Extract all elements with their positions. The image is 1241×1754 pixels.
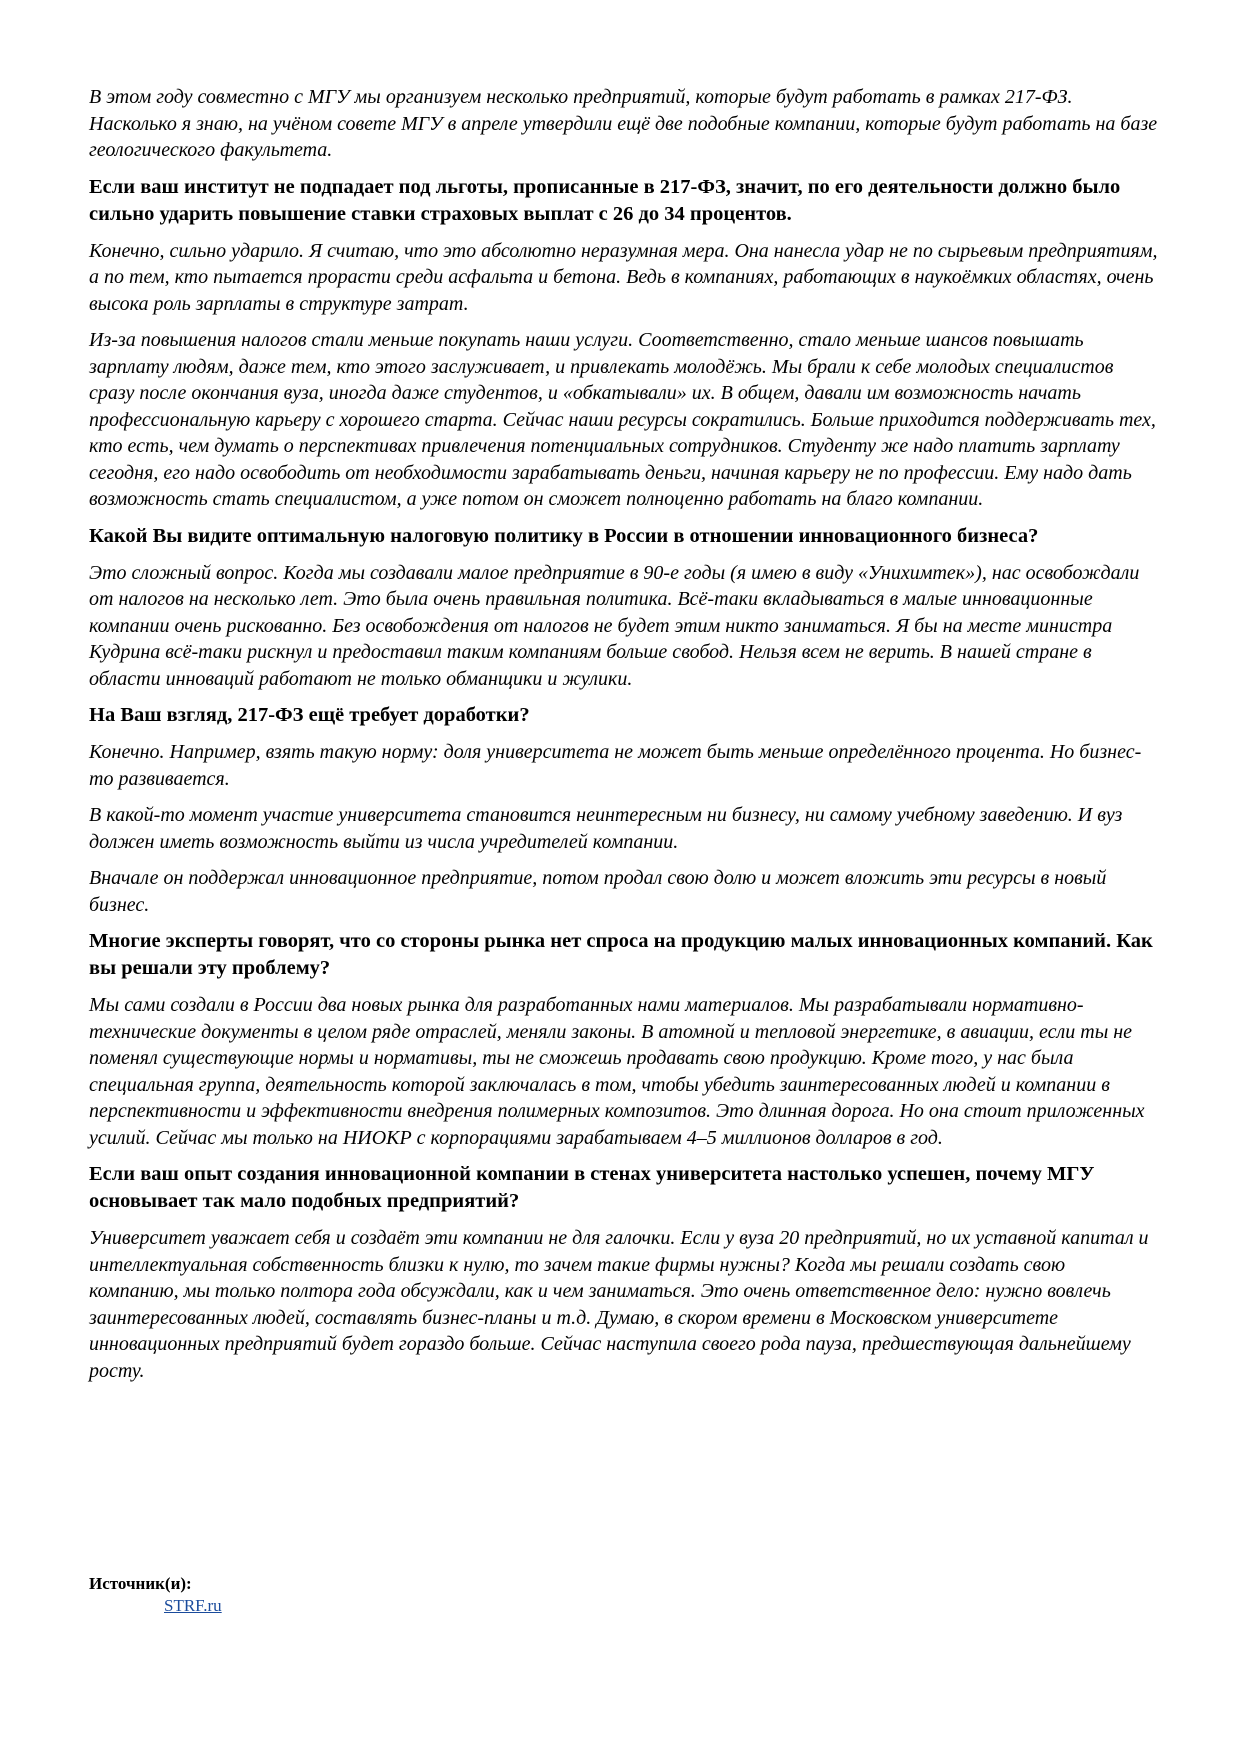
source-label: Источник(и): [89, 1574, 192, 1593]
answer-paragraph: Университет уважает себя и создаёт эти компании не для галочки. Если у вуза 20 предприятий, но их уставной капитал и интеллектуальная собственность близки к нулю, то зачем такие фирмы нужны? Когда мы решали создать свою компанию, мы только полтора года обсуждали, как и чем заниматься. Это очень ответственное дело: нужно вовлечь заинтересованных людей, составлять бизнес-планы и т.д. Думаю, в скором времени в Московском университете инновационных предприятий будет гораздо больше. Сейчас наступила своего рода пауза, предшествующая дальнейшему росту. [89, 1227, 1149, 1382]
answer-paragraph: Мы сами создали в России два новых рынка для разработанных нами материалов. Мы разрабатывали нормативно-технические документы в целом ряде отраслей, меняли законы. В атомной и тепловой энергетике, в авиации, если ты не поменял существующие нормы и нормативы, ты не сможешь продавать свою продукцию. Кроме того, у нас была специальная группа, деятельность которой заключалась в том, чтобы убедить заинтересованных людей и компании в перспективности и эффективности внедрения полимерных композитов. Это длинная дорога. Но она стоит приложенных усилий. Сейчас мы только на НИОКР с корпорациями зарабатываем 4–5 миллионов долларов в год. [89, 994, 1145, 1149]
answer-paragraph: Конечно, сильно ударило. Я считаю, что это абсолютно неразумная мера. Она нанесла удар не по сырьевым предприятиям, а по тем, кто пытается прорасти среди асфальта и бетона. Ведь в компаниях, работающих в наукоёмких областях, очень высока роль зарплаты в структуре затрат. [89, 239, 1158, 315]
source-link[interactable]: STRF.ru [164, 1596, 222, 1615]
question-heading: Многие эксперты говорят, что со стороны рынка нет спроса на продукцию малых инновационных компаний. Как вы решали эту проблему? [89, 930, 1153, 979]
answer-paragraph: Из-за повышения налогов стали меньше покупать наши услуги. Соответственно, стало меньше шансов повышать зарплату людям, даже тем, кто этого заслуживает, и привлекать молодёжь. Мы брали к себе молодых специалистов сразу после окончания вуза, иногда даже студентов, и «обкатывали» их. В общем, давали им возможность начать профессиональную карьеру с хорошего старта. Сейчас наши ресурсы сократились. Больше приходится поддерживать тех, кто есть, чем думать о перспективах привлечения потенциальных сотрудников. Студенту же надо платить зарплату сегодня, его надо освободить от необходимости зарабатывать деньги, начиная карьеру не по профессии. Ему надо дать возможность стать специалистом, а уже потом он сможет полноценно работать на благо компании. [89, 329, 1156, 510]
answer-paragraph: В этом году совместно с МГУ мы организуем несколько предприятий, которые будут работать в рамках 217-ФЗ. Насколько я знаю, на учёном совете МГУ в апреле утвердили ещё две подобные компании, которые будут работать на базе геологического факультета. [89, 86, 1158, 161]
answer-paragraph: В какой-то момент участие университета становится неинтересным ни бизнесу, ни самому учебному заведению. И вуз должен иметь возможность выйти из числа учредителей компании. [89, 804, 1123, 853]
answer-paragraph: Это сложный вопрос. Когда мы создавали малое предприятие в 90-е годы (я имею в виду «Унихимтек»), нас освобождали от налогов на несколько лет. Это была очень правильная политика. Всё-таки вкладываться в малые инновационные компании очень рискованно. Без освобождения от налогов не будет этим никто заниматься. Я бы на месте министра Кудрина всё-таки рискнул и предоставил таким компаниям больше свобод. Нельзя всем не верить. В нашей стране в области инноваций работают не только обманщики и жулики. [89, 561, 1140, 690]
question-heading: Если ваш институт не подпадает под льготы, прописанные в 217-ФЗ, значит, по его деятельности должно было сильно ударить повышение ставки страховых выплат с 26 до 34 процентов. [89, 175, 1121, 225]
question-heading: Если ваш опыт создания инновационной компании в стенах университета настолько успешен, почему МГУ основывает так мало подобных предприятий? [89, 1163, 1095, 1212]
article-body [89, 84, 1159, 1394]
question-heading: На Ваш взгляд, 217-ФЗ ещё требует доработки? [89, 704, 530, 726]
source-section [89, 1573, 222, 1617]
answer-paragraph: Конечно. Например, взять такую норму: доля университета не может быть меньше определённого процента. Но бизнес-то развивается. [89, 741, 1142, 790]
question-heading: Какой Вы видите оптимальную налоговую политику в России в отношении инновационного бизнеса? [89, 524, 1039, 547]
answer-paragraph: Вначале он поддержал инновационное предприятие, потом продал свою долю и может вложить эти ресурсы в новый бизнес. [89, 867, 1107, 916]
